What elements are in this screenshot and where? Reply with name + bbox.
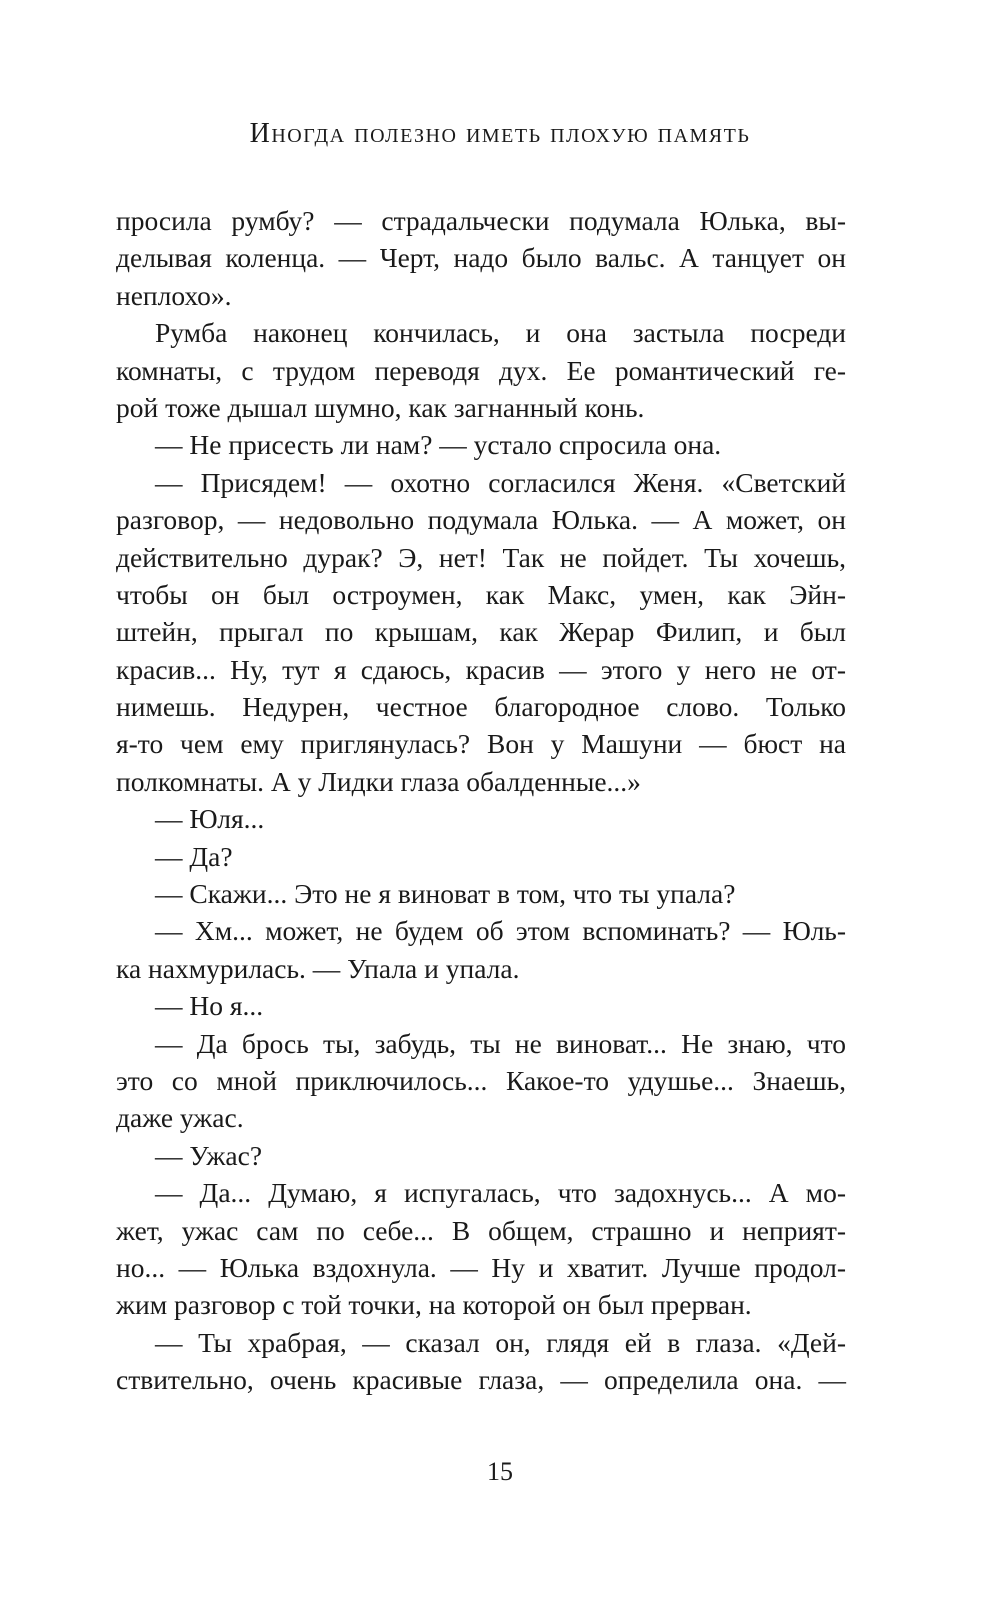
text-line: — Да брось ты, забудь, ты не виноват... Не знаю, что [155,1027,846,1059]
text-line: рой тоже дышал шумно, как загнанный конь. [116,391,645,423]
text-line: чтобы он был остроумен, как Макс, умен, как Эйн- [116,578,846,610]
text-line: жет, ужас сам по себе... В общем, страшно и неприят- [116,1214,846,1246]
text-line: — Ужас? [155,1139,263,1171]
text-line: — Не присесть ли нам? — устало спросила она. [155,429,722,461]
text-line: — Да? [155,840,233,872]
text-line: нимешь. Недурен, честное благородное слово. Только [116,691,846,723]
text-line: Румба наконец кончилась, и она застыла посреди [155,317,846,349]
running-head: Иногда полезно иметь плохую память [249,118,751,149]
text-line: — Присядем! — охотно согласился Женя. «Светский [155,466,846,498]
page-number: 15 [487,1457,513,1486]
text-line: комнаты, с трудом переводя дух. Ее романтический ге- [116,354,846,386]
text-line: я-то чем ему приглянулась? Вон у Машуни — бюст на [116,728,846,760]
text-line: неплохо». [116,279,232,311]
text-line: — Но я... [155,990,264,1022]
text-line: действительно дурак? Э, нет! Так не пойдет. Ты хочешь, [116,541,846,573]
text-line: — Ты храбрая, — сказал он, глядя ей в глаза. «Дей- [155,1326,846,1358]
text-line: штейн, прыгал по крышам, как Жерар Филип, и был [116,616,846,648]
text-line: — Юля... [155,803,265,835]
text-line: даже ужас. [116,1102,244,1134]
text-line: делывая коленца. — Черт, надо было вальс. А танцует он [116,242,846,274]
text-line: полкомнаты. А у Лидки глаза обалденные...» [116,765,641,797]
text-line: но... — Юлька вздохнула. — Ну и хватит. Лучше продол- [116,1251,846,1283]
text-line: ка нахмурилась. — Упала и упала. [116,952,520,984]
text-line: — Да... Думаю, я испугалась, что задохнусь... А мо- [155,1177,846,1209]
text-line: — Скажи... Это не я виноват в том, что ты упала? [155,878,736,910]
text-line: жим разговор с той точки, на которой он был прерван. [116,1289,752,1321]
text-line: просила румбу? — страдальчески подумала Юлька, вы- [116,205,846,236]
text-line: ствительно, очень красивые глаза, — определила она. — [116,1364,846,1396]
text-line: — Хм... может, не будем об этом вспоминать? — Юль- [155,915,846,947]
text-line: это со мной приключилось... Какое-то удушье... Знаешь, [116,1064,846,1096]
text-line: разговор, — недовольно подумала Юлька. — А может, он [116,504,846,536]
body-text [116,202,846,1399]
text-line: красив... Ну, тут я сдаюсь, красив — этого у него не от- [116,653,846,685]
